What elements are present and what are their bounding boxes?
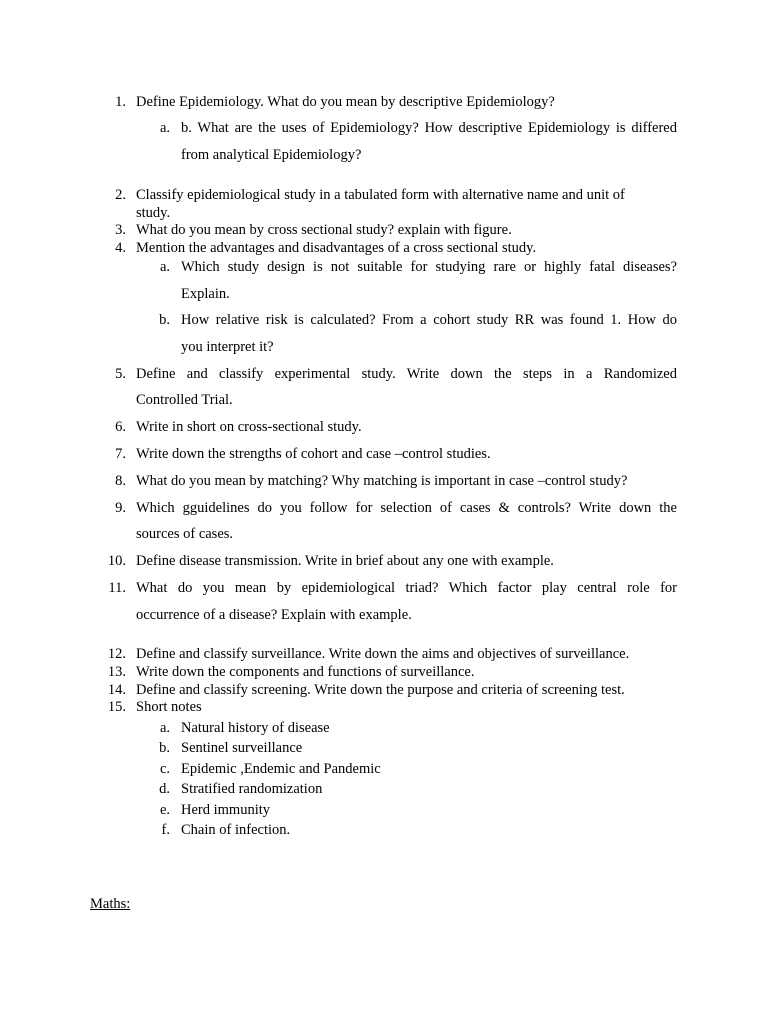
- short-note-item: Epidemic ,Endemic and Pandemic: [181, 761, 381, 777]
- sub-list-marker: e.: [159, 802, 170, 818]
- short-note-item: Chain of infection.: [181, 822, 291, 838]
- list-number: 11.: [108, 580, 126, 596]
- sub-question-text: you interpret it?: [181, 339, 274, 355]
- short-note-item: Stratified randomization: [181, 781, 323, 797]
- question-text: sources of cases.: [136, 526, 234, 542]
- sub-question-text: How relative risk is calculated? From a cohort study RR was found 1. How do: [181, 312, 677, 328]
- short-note-item: Herd immunity: [181, 802, 271, 818]
- question-text: Define disease transmission. Write in brief about any one with example.: [136, 553, 554, 569]
- list-number: 10.: [107, 553, 126, 569]
- sub-list-marker: f.: [161, 822, 170, 838]
- question-text: Define and classify screening. Write down the purpose and criteria of screening test.: [136, 682, 625, 698]
- sub-question-text: from analytical Epidemiology?: [181, 147, 362, 163]
- sub-question-text: Explain.: [181, 286, 230, 302]
- question-text: Classify epidemiological study in a tabulated form with alternative name and unit of: [136, 187, 625, 203]
- sub-list-marker: a.: [159, 259, 170, 275]
- question-text: What do you mean by matching? Why matching is important in case –control study?: [136, 473, 628, 489]
- list-number: 15.: [107, 699, 126, 715]
- question-text: occurrence of a disease? Explain with example.: [136, 607, 412, 623]
- question-text: Write in short on cross-sectional study.: [136, 419, 362, 435]
- question-text: Define and classify experimental study. Write down the steps in a Randomized: [136, 366, 677, 382]
- question-text: Define Epidemiology. What do you mean by descriptive Epidemiology?: [136, 94, 555, 110]
- list-number: 5.: [115, 366, 126, 382]
- question-text: Short notes: [136, 699, 202, 715]
- question-text: study.: [136, 205, 171, 221]
- sub-list-marker: b.: [159, 312, 170, 328]
- question-text: Write down the components and functions of surveillance.: [136, 664, 475, 680]
- list-number: 8.: [115, 473, 126, 489]
- sub-question-text: b. What are the uses of Epidemiology? How descriptive Epidemiology is differed: [181, 120, 677, 136]
- sub-list-marker: d.: [159, 781, 170, 797]
- sub-list-marker: b.: [159, 740, 170, 756]
- question-text: What do you mean by cross sectional study? explain with figure.: [136, 222, 512, 238]
- short-note-item: Natural history of disease: [181, 720, 330, 736]
- question-text: Controlled Trial.: [136, 392, 233, 408]
- list-number: 12.: [107, 646, 126, 662]
- sub-list-marker: a.: [159, 720, 170, 736]
- list-number: 14.: [107, 682, 126, 698]
- short-note-item: Sentinel surveillance: [181, 740, 303, 756]
- question-text: Define and classify surveillance. Write down the aims and objectives of surveillance.: [136, 646, 630, 662]
- question-text: Which gguidelines do you follow for selection of cases & controls? Write down the: [136, 500, 677, 516]
- list-number: 4.: [115, 240, 126, 256]
- list-number: 7.: [115, 446, 126, 462]
- section-heading: Maths:: [90, 896, 131, 912]
- question-text: Write down the strengths of cohort and case –control studies.: [136, 446, 491, 462]
- sub-question-text: Which study design is not suitable for studying rare or highly fatal diseases?: [181, 259, 677, 275]
- question-text: Mention the advantages and disadvantages of a cross sectional study.: [136, 240, 537, 256]
- sub-list-marker: a.: [159, 120, 170, 136]
- list-number: 2.: [115, 187, 126, 203]
- question-text: What do you mean by epidemiological triad? Which factor play central role for: [136, 580, 677, 596]
- sub-list-marker: c.: [159, 761, 170, 777]
- list-number: 9.: [115, 500, 126, 516]
- list-number: 13.: [107, 664, 126, 680]
- list-number: 3.: [115, 222, 126, 238]
- list-number: 1.: [115, 94, 126, 110]
- list-number: 6.: [115, 419, 126, 435]
